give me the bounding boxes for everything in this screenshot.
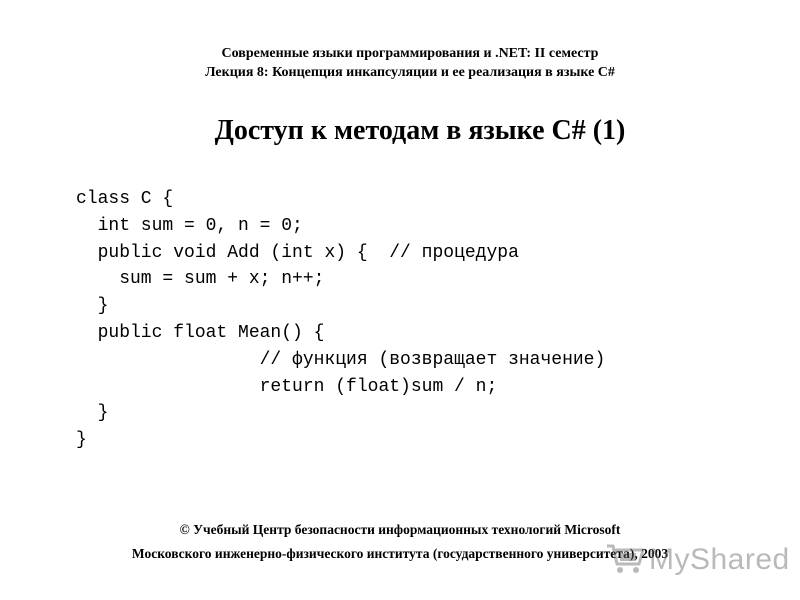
institution-line: Московского инженерно-физического института (государственного университета), 2003: [131, 546, 669, 561]
code-line: }: [76, 430, 87, 451]
cart-logo-icon: [605, 540, 647, 581]
code-block: [76, 186, 605, 454]
copyright-line: © Учебный Центр безопасности информационных технологий Microsoft: [179, 522, 621, 537]
code-line: public float Mean() {: [76, 322, 325, 343]
watermark-logo: [605, 540, 790, 580]
code-line: }: [76, 403, 109, 424]
code-line: return (float)sum / n;: [76, 376, 498, 397]
watermark-text: MyShared: [649, 543, 790, 576]
code-line: // функция (возвращает значение): [76, 349, 606, 370]
code-line: int sum = 0, n = 0;: [76, 215, 303, 236]
lecture-title: Лекция 8: Концепция инкапсуляции и ее реализация в языке C#: [205, 65, 615, 80]
code-line: sum = sum + x; n++;: [76, 269, 325, 290]
code-line: class C {: [76, 189, 174, 209]
course-title: Современные языки программирования и .NET: II семестр: [221, 46, 599, 61]
page-title: Доступ к методам в языке C# (1): [214, 115, 626, 146]
code-line: public void Add (int x) { // процедура: [76, 242, 519, 263]
code-line: }: [76, 296, 109, 317]
slide-header: [0, 44, 800, 82]
